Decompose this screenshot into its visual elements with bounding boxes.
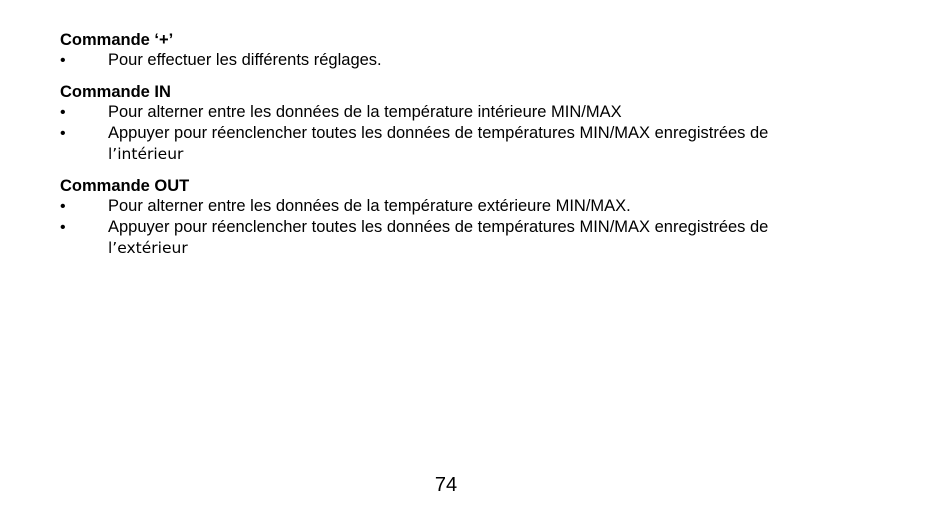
section-heading-plus: Commande ‘+’ bbox=[60, 31, 174, 49]
list-item bbox=[60, 102, 900, 123]
list-item bbox=[60, 50, 900, 71]
list-item bbox=[60, 123, 900, 165]
list-item-text: Appuyer pour réenclencher toutes les données de températures MIN/MAX enregistrées de bbox=[108, 218, 769, 236]
list-item-continuation: l’extérieur bbox=[108, 239, 188, 257]
bullet-icon: • bbox=[60, 104, 66, 121]
section-heading-in: Commande IN bbox=[60, 83, 171, 101]
page-number: 74 bbox=[434, 474, 458, 496]
bullet-list-in bbox=[60, 102, 900, 165]
bullet-list-plus bbox=[60, 50, 900, 71]
section-heading-out: Commande OUT bbox=[60, 177, 190, 195]
section-plus-command bbox=[60, 30, 900, 71]
list-item-continuation: l’intérieur bbox=[108, 145, 184, 163]
bullet-icon: • bbox=[60, 219, 66, 236]
bullet-icon: • bbox=[60, 125, 66, 142]
list-item-text: Pour alterner entre les données de la température intérieure MIN/MAX bbox=[108, 103, 622, 121]
section-out-command bbox=[60, 176, 900, 259]
section-in-command bbox=[60, 82, 900, 165]
bullet-list-out bbox=[60, 196, 900, 259]
list-item-text: Pour effectuer les différents réglages. bbox=[108, 51, 382, 69]
list-item bbox=[60, 217, 900, 259]
list-item bbox=[60, 196, 900, 217]
list-item-text: Pour alterner entre les données de la température extérieure MIN/MAX. bbox=[108, 197, 631, 215]
bullet-icon: • bbox=[60, 198, 66, 215]
list-item-text: Appuyer pour réenclencher toutes les données de températures MIN/MAX enregistrées de bbox=[108, 124, 769, 142]
manual-content bbox=[60, 30, 900, 259]
bullet-icon: • bbox=[60, 52, 66, 69]
